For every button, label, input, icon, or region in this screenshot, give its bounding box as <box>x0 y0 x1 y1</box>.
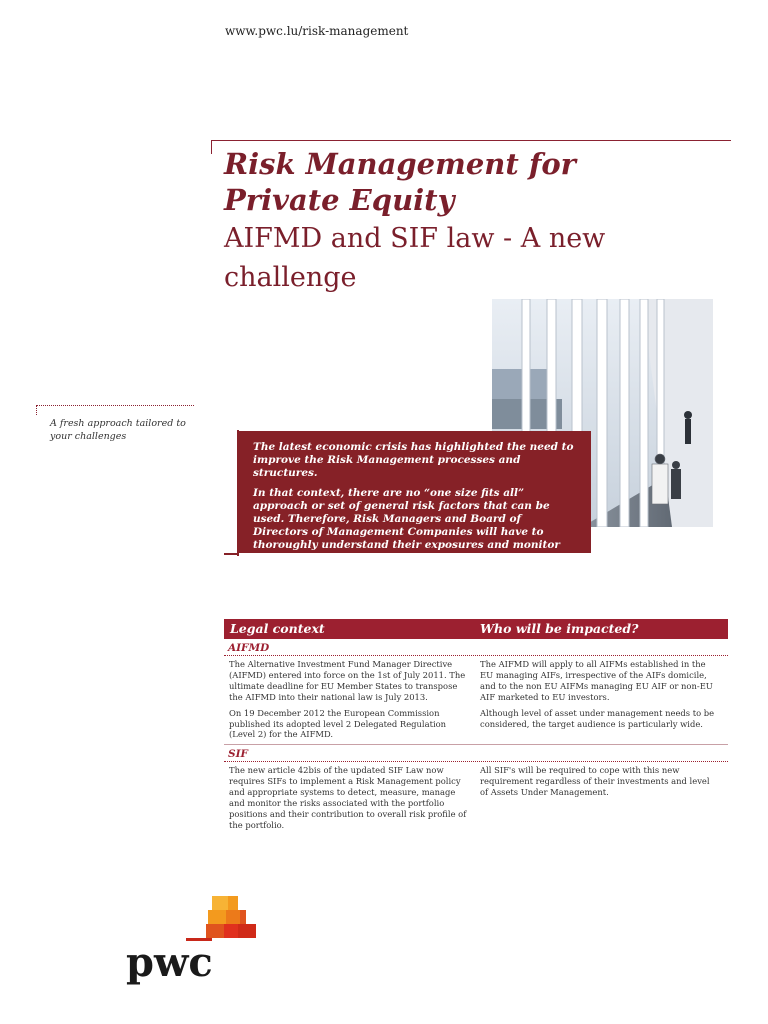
pwc-logo-mark <box>124 896 264 994</box>
table-row-aifmd <box>224 656 728 745</box>
tagline-line2: your challenges <box>50 431 127 442</box>
callout-accent-tick <box>224 553 239 555</box>
title-sub-line2: challenge <box>224 262 357 293</box>
sidebar-divider-corner <box>36 405 37 415</box>
tagline-line1: A fresh approach tailored to <box>50 418 186 429</box>
section-sif: SIF <box>224 747 728 762</box>
aifmd-legal-p1: The Alternative Investment Fund Manager Directive (AIFMD) entered into force on the 1st of July 2011. The ultimate deadline for EU Member States to transpose the AIFMD into their national law is July 2013. <box>229 659 466 702</box>
intro-callout <box>239 431 591 564</box>
aifmd-impact-p2: Although level of asset under management needs to be considered, the target audience is particularly wide. <box>480 707 715 729</box>
pwc-wordmark: pwc <box>126 939 213 986</box>
sif-legal-p1: The new article 42bis of the updated SIF Law now requires SIFs to implement a Risk Management policy and appropriate systems to detect, measure, manage and monitor the risks associated with the portfolio positions and their contribution to overall risk profile of the portfolio. <box>229 765 467 830</box>
sidebar-divider <box>36 405 194 406</box>
aifmd-legal-cell <box>229 659 469 745</box>
title-sub-line1: AIFMD and SIF law - A new <box>224 223 606 254</box>
pwc-logo <box>124 896 264 994</box>
aifmd-legal-p2: On 19 December 2012 the European Commission published its adopted level 2 Delegated Regulation (Level 2) for the AIFMD. <box>229 707 447 740</box>
table-row-sif <box>224 762 728 838</box>
page-title <box>224 146 724 296</box>
legal-context-table <box>224 619 728 838</box>
sif-impact-p1: All SIF's will be required to cope with this new requirement regardless of their investments and level of Assets Under Management. <box>480 765 710 797</box>
callout-paragraph-1: The latest economic crisis has highlighted the need to improve the Risk Management processes and structures. <box>253 441 574 479</box>
aifmd-impact-p1: The AIFMD will apply to all AIFMs established in the EU managing AIFs, irrespective of the AIFs domicile, and to the non EU AIFMs managing EU AIF or non-EU AIF marketed to EU investors. <box>480 659 713 702</box>
header-url[interactable]: www.pwc.lu/risk-management <box>225 24 409 38</box>
title-rule <box>211 140 731 141</box>
header-legal-context: Legal context <box>230 621 325 636</box>
table-header <box>224 619 728 639</box>
title-main-line2: Private Equity <box>224 183 455 217</box>
callout-paragraph-2: In that context, there are no “one size fits all” approach or set of general risk factors that can be used. Therefore, Risk Managers and Board of Directors of Management Companies will have to thoroughly understand their exposures and monitor them adequately. <box>253 487 560 564</box>
sif-legal-cell <box>229 765 469 835</box>
header-who-impacted: Who will be impacted? <box>480 621 639 636</box>
title-rule-corner <box>211 140 212 154</box>
sif-impact-cell <box>480 765 720 803</box>
section-aifmd: AIFMD <box>224 641 728 656</box>
sidebar-tagline <box>50 417 200 443</box>
title-main-line1: Risk Management for <box>224 147 576 181</box>
aifmd-impact-cell <box>480 659 720 734</box>
